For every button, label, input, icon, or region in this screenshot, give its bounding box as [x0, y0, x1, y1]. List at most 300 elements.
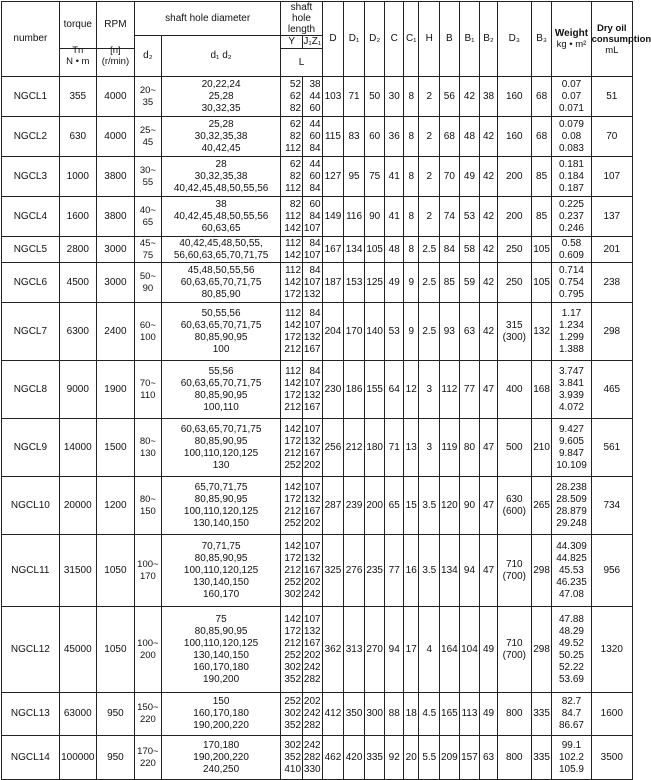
dim-C: 88 [385, 693, 404, 736]
model-number: NGCL11 [2, 535, 60, 607]
length-J1Z1 [303, 361, 323, 419]
rpm-value: 3800 [96, 157, 134, 197]
dim-B: 70 [440, 157, 460, 197]
header-D3: D₃ [497, 2, 531, 77]
dim-C1: 20 [404, 736, 419, 780]
length-Y-line: 82 [289, 102, 302, 114]
weight-values-line: 0.07 [561, 78, 582, 90]
dim-B3: 335 [531, 693, 552, 736]
d2-range-line: 200 [139, 649, 156, 661]
dim-D3-line: 200 [505, 170, 523, 182]
torque-value: 6300 [59, 303, 96, 361]
length-Y-line: 172 [284, 493, 302, 505]
length-Y-line: 82 [289, 170, 302, 182]
length-J1Z1-line: 132 [303, 331, 321, 343]
dim-C: 41 [385, 157, 404, 197]
header-Y: Y [281, 36, 303, 49]
d2-range-line: 45~ [139, 237, 156, 249]
d2-range-line: 20~ [139, 84, 156, 96]
dim-D2: 155 [364, 361, 385, 419]
dim-B2: 63 [480, 736, 498, 780]
dim-B: 93 [440, 303, 460, 361]
table-row [2, 157, 633, 197]
dim-B: 84 [440, 237, 460, 263]
length-J1Z1-line: 107 [303, 613, 321, 625]
header-shaft-hole-diameter: shaft hole diameter [134, 2, 280, 36]
rpm-value: 1500 [96, 419, 134, 477]
length-Y [281, 197, 303, 237]
length-Y-line: 252 [284, 696, 302, 707]
weight-values-line: 10.109 [556, 459, 587, 471]
dim-D3-line: 630 [505, 493, 523, 505]
header-L: L [281, 49, 322, 77]
torque-value: 20000 [59, 477, 96, 535]
length-J1Z1-line: 202 [303, 696, 321, 707]
dim-B3: 298 [531, 607, 552, 693]
oil-consumption: 298 [591, 303, 632, 361]
length-Y-line: 212 [284, 564, 302, 576]
header-rpm-unit-1: [n] [110, 44, 121, 56]
length-J1Z1-line: 132 [303, 493, 321, 505]
header-J1Z1: J₁Z₁ [303, 36, 322, 47]
dim-H: 2.5 [419, 237, 440, 263]
length-J1Z1-line: 84 [309, 210, 321, 222]
dim-B3: 68 [531, 77, 552, 117]
length-Y-line: 172 [284, 389, 302, 401]
torque-value: 45000 [59, 607, 96, 693]
d2-range [134, 361, 161, 419]
weight-values-line: 0.754 [558, 276, 584, 288]
dim-D3-line: 800 [505, 708, 523, 719]
weight-values [552, 361, 591, 419]
dim-H: 4.5 [419, 693, 440, 736]
d1d2-values-line: 80,85,90,95 [194, 625, 248, 637]
d2-range-line: 220 [139, 714, 156, 725]
weight-values [552, 535, 591, 607]
length-J1Z1 [303, 303, 323, 361]
oil-consumption: 70 [591, 117, 632, 157]
rpm-value: 4000 [96, 77, 134, 117]
header-torque [59, 2, 96, 49]
oil-consumption: 561 [591, 419, 632, 477]
weight-values [552, 303, 591, 361]
d1d2-values [161, 117, 281, 157]
dim-D2: 180 [364, 419, 385, 477]
d2-range-line: 35 [142, 96, 154, 108]
d1d2-values [161, 77, 281, 117]
d2-range [134, 237, 161, 263]
dim-C1: 8 [404, 117, 419, 157]
dim-D: 149 [322, 197, 344, 237]
weight-values-line: 84.7 [561, 708, 582, 719]
weight-values-line: 1.17 [561, 307, 582, 319]
dim-H: 2 [419, 197, 440, 237]
dim-C1: 9 [404, 263, 419, 303]
length-Y-line: 212 [284, 343, 302, 355]
d1d2-values-line: 40,42,45,48,50,55,56 [173, 210, 269, 222]
dim-D1: 83 [344, 117, 365, 157]
d1d2-values-line: 240,250 [203, 763, 240, 775]
length-Y-line: 410 [284, 763, 302, 775]
header-weight-label: Weight [554, 28, 589, 39]
length-J1Z1-line: 202 [303, 649, 321, 661]
d2-range-line: 80~ [139, 493, 156, 505]
d2-range [134, 263, 161, 303]
length-J1Z1-line: 84 [309, 142, 321, 154]
length-Y-line: 142 [284, 540, 302, 552]
length-J1Z1-line: 132 [303, 389, 321, 401]
dim-B: 68 [440, 117, 460, 157]
length-Y-line: 112 [285, 365, 302, 377]
dim-D2: 270 [364, 607, 385, 693]
dim-D3-line: 160 [505, 90, 523, 102]
d1d2-values-line: 80,85,90,95 [194, 331, 248, 343]
rpm-value: 3000 [96, 263, 134, 303]
dim-B2: 47 [480, 535, 498, 607]
length-Y-line: 212 [284, 401, 302, 413]
d1d2-values-line: 190,200 [203, 673, 240, 685]
dim-D1: 239 [344, 477, 365, 535]
dim-B3: 85 [531, 197, 552, 237]
d1d2-values-line: 100 [212, 343, 230, 355]
d2-range-line: 80~ [139, 435, 156, 447]
header-C1: C₁ [404, 2, 419, 77]
dim-B1: 80 [459, 419, 480, 477]
weight-values-line: 0.079 [558, 118, 584, 130]
dim-D1: 420 [344, 736, 365, 780]
d1d2-values-line: 25,28 [208, 118, 234, 130]
weight-values [552, 157, 591, 197]
dim-D2: 125 [364, 263, 385, 303]
length-J1Z1-line: 107 [303, 481, 321, 493]
dim-D: 256 [322, 419, 344, 477]
d1d2-values [161, 237, 281, 263]
weight-values-line: 3.747 [558, 365, 584, 377]
weight-values-line: 44.309 [556, 540, 587, 552]
dim-C: 94 [385, 607, 404, 693]
length-J1Z1-line: 44 [309, 90, 321, 102]
dim-D3-line: 250 [505, 243, 523, 255]
header-C: C [385, 2, 404, 77]
header-weight-unit: kg • m² [556, 39, 587, 50]
dim-D3 [497, 263, 531, 303]
coupling-spec-table [1, 1, 651, 780]
weight-values-line: 53.69 [558, 673, 584, 685]
dim-D: 362 [322, 607, 344, 693]
dim-H: 3 [419, 361, 440, 419]
oil-consumption: 238 [591, 263, 632, 303]
dim-D3-line: (300) [502, 331, 526, 343]
length-Y-line: 352 [284, 751, 302, 763]
d1d2-values-line: 60,63,65,70,71,75 [180, 276, 262, 288]
length-J1Z1 [303, 263, 323, 303]
dim-C1: 8 [404, 197, 419, 237]
table-row [2, 693, 633, 736]
weight-values-line: 0.184 [558, 170, 584, 182]
length-J1Z1-line: 44 [309, 158, 321, 170]
weight-values-line: 3.939 [558, 389, 584, 401]
length-J1Z1-line: 167 [303, 343, 321, 355]
oil-consumption: 465 [591, 361, 632, 419]
length-Y-line: 172 [284, 625, 302, 637]
dim-B1: 77 [459, 361, 480, 419]
dim-D: 187 [322, 263, 344, 303]
dim-B1: 49 [459, 157, 480, 197]
d2-range-line: 65 [142, 216, 154, 228]
d1d2-values-line: 100,110,120,125 [183, 564, 259, 576]
rpm-value: 1050 [96, 535, 134, 607]
d2-range-line: 70~ [139, 377, 156, 389]
length-Y-line: 112 [285, 264, 302, 276]
torque-value: 9000 [59, 361, 96, 419]
length-Y-line: 252 [284, 517, 302, 529]
length-J1Z1-line: 167 [303, 401, 321, 413]
weight-values-line: 1.388 [558, 343, 584, 355]
dim-B: 112 [440, 361, 460, 419]
oil-consumption: 1600 [591, 693, 632, 736]
dim-D3-line: (600) [502, 505, 526, 517]
length-Y-line: 142 [284, 222, 302, 234]
d1d2-values-line: 190,200,220 [193, 720, 249, 731]
length-J1Z1-line: 282 [303, 751, 321, 763]
d2-range [134, 477, 161, 535]
header-number: number [2, 2, 60, 77]
header-torque-unit [59, 44, 96, 77]
dim-D2: 75 [364, 157, 385, 197]
weight-values-line: 44.825 [556, 552, 587, 564]
oil-consumption: 956 [591, 535, 632, 607]
dim-D3-line: 400 [505, 383, 523, 395]
dim-D1: 71 [344, 77, 365, 117]
model-number: NGCL8 [2, 361, 60, 419]
dim-B: 134 [440, 535, 460, 607]
d1d2-values-line: 150 [212, 696, 230, 707]
dim-H: 3.5 [419, 535, 440, 607]
dim-D3-line: 315 [505, 319, 523, 331]
length-Y [281, 263, 303, 303]
weight-values-line: 28.509 [556, 493, 587, 505]
header-torque-unit-2: N • m [66, 55, 90, 67]
d1d2-values-line: 40,42,45 [201, 142, 241, 154]
dim-D3-line: 250 [505, 276, 523, 288]
header-weight [552, 2, 591, 77]
length-J1Z1-line: 202 [303, 517, 321, 529]
model-number: NGCL12 [2, 607, 60, 693]
d1d2-values-line: 30,32,35,38 [194, 130, 248, 142]
d1d2-values-line: 80,85,90,95 [194, 493, 248, 505]
d1d2-values-line: 160,170,180 [193, 708, 249, 719]
d1d2-values-line: 30,32,35,38 [194, 170, 248, 182]
length-J1Z1 [303, 736, 323, 780]
d1d2-values-line: 130,140,150 [193, 576, 249, 588]
dim-C1: 12 [404, 361, 419, 419]
length-J1Z1-line: 132 [303, 552, 321, 564]
d1d2-values-line: 170,180 [203, 739, 240, 751]
oil-consumption: 734 [591, 477, 632, 535]
weight-values-line: 0.609 [558, 249, 584, 261]
dim-B2: 42 [480, 197, 498, 237]
length-Y [281, 419, 303, 477]
length-J1Z1-line: 84 [309, 264, 321, 276]
d1d2-values [161, 263, 281, 303]
dim-H: 2 [419, 117, 440, 157]
d2-range-line: 130 [139, 447, 156, 459]
d1d2-values-line: 20,22,24 [201, 78, 241, 90]
length-J1Z1-line: 84 [309, 307, 321, 319]
dim-B3: 298 [531, 535, 552, 607]
length-Y-line: 302 [284, 708, 302, 719]
dim-D3-line: 160 [505, 130, 523, 142]
header-dry-oil-unit: mL [605, 44, 619, 56]
length-J1Z1 [303, 535, 323, 607]
d1d2-values-line: 60,63,65 [201, 222, 241, 234]
dim-B: 85 [440, 263, 460, 303]
d2-range-line: 100 [139, 331, 156, 343]
table-row [2, 77, 633, 117]
weight-values-line: 0.714 [558, 264, 584, 276]
length-J1Z1-line: 330 [303, 763, 321, 775]
d2-range [134, 157, 161, 197]
weight-values [552, 607, 591, 693]
d2-range [134, 693, 161, 736]
dim-C1: 8 [404, 157, 419, 197]
dim-C: 77 [385, 535, 404, 607]
weight-values-line: 0.187 [558, 182, 584, 194]
d1d2-values-line: 100,110 [203, 401, 239, 413]
table-row [2, 607, 633, 693]
d2-range-line: 30~ [139, 164, 156, 176]
table-row [2, 736, 633, 780]
d1d2-values [161, 419, 281, 477]
length-J1Z1-line: 84 [309, 182, 321, 194]
dim-B1: 58 [459, 237, 480, 263]
dim-B3: 132 [531, 303, 552, 361]
weight-values-line: 0.795 [558, 288, 584, 300]
d1d2-values [161, 303, 281, 361]
table-row [2, 197, 633, 237]
d1d2-values [161, 535, 281, 607]
length-J1Z1-line: 282 [303, 673, 321, 685]
length-Y [281, 77, 303, 117]
dim-B2: 42 [480, 263, 498, 303]
header-dry-oil-label: Dry oil consumption [591, 22, 651, 45]
weight-values-line: 47.88 [558, 613, 584, 625]
d2-range [134, 197, 161, 237]
length-Y-line: 142 [284, 423, 302, 435]
dim-C: 92 [385, 736, 404, 780]
model-number: NGCL2 [2, 117, 60, 157]
dim-C: 36 [385, 117, 404, 157]
length-Y-line: 212 [284, 447, 302, 459]
weight-values-line: 1.234 [558, 319, 584, 331]
dim-B2: 42 [480, 303, 498, 361]
dim-D3-line: 710 [505, 558, 523, 570]
header-rpm-unit [96, 44, 134, 77]
d1d2-values-line: 60,63,65,70,71,75 [180, 319, 262, 331]
weight-values [552, 237, 591, 263]
d1d2-values [161, 197, 281, 237]
length-Y-line: 212 [284, 505, 302, 517]
dim-B2: 42 [480, 157, 498, 197]
dim-D3 [497, 693, 531, 736]
dim-B1: 157 [459, 736, 480, 780]
dim-B3: 85 [531, 157, 552, 197]
weight-values-line: 82.7 [561, 696, 582, 707]
d2-range [134, 736, 161, 780]
length-J1Z1-line: 202 [303, 459, 321, 471]
weight-values-line: 0.071 [558, 102, 584, 114]
length-J1Z1-line: 44 [309, 118, 321, 130]
dim-D: 115 [322, 117, 344, 157]
length-Y-line: 352 [284, 673, 302, 685]
torque-value: 1600 [59, 197, 96, 237]
length-Y [281, 607, 303, 693]
dim-B1: 59 [459, 263, 480, 303]
dim-B3: 265 [531, 477, 552, 535]
d2-range-line: 40~ [139, 204, 156, 216]
dim-B: 74 [440, 197, 460, 237]
d1d2-values [161, 361, 281, 419]
header-B2: B₂ [480, 2, 498, 77]
dim-C1: 8 [404, 77, 419, 117]
rpm-value: 1900 [96, 361, 134, 419]
dim-B3: 105 [531, 263, 552, 303]
weight-values-line: 52.22 [558, 661, 584, 673]
length-J1Z1-line: 242 [303, 739, 321, 751]
dim-D: 325 [322, 535, 344, 607]
dim-H: 3 [419, 419, 440, 477]
dim-B1: 63 [459, 303, 480, 361]
dim-D: 287 [322, 477, 344, 535]
dim-B1: 94 [459, 535, 480, 607]
dim-B3: 168 [531, 361, 552, 419]
length-J1Z1-line: 107 [303, 540, 321, 552]
d2-range-line: 100~ [137, 558, 159, 570]
weight-values-line: 9.605 [558, 435, 584, 447]
rpm-value: 950 [96, 736, 134, 780]
rpm-value: 3000 [96, 237, 134, 263]
dim-D1: 170 [344, 303, 365, 361]
table-row [2, 303, 633, 361]
dim-D1: 95 [344, 157, 365, 197]
d1d2-values-line: 56,60,63,65,70,71,75 [173, 249, 269, 261]
dim-D3-line: 500 [505, 441, 523, 453]
dim-D3 [497, 736, 531, 780]
dim-H: 4 [419, 607, 440, 693]
dim-D1: 276 [344, 535, 365, 607]
dim-B2: 47 [480, 361, 498, 419]
dim-C1: 16 [404, 535, 419, 607]
table-row [2, 237, 633, 263]
oil-consumption: 201 [591, 237, 632, 263]
weight-values-line: 0.181 [558, 158, 584, 170]
oil-consumption: 3500 [591, 736, 632, 780]
d2-range-line: 110 [140, 389, 156, 401]
dim-B1: 53 [459, 197, 480, 237]
d2-range-line: 170~ [137, 745, 159, 757]
dim-B1: 42 [459, 77, 480, 117]
length-Y-line: 52 [289, 78, 302, 90]
dim-B: 209 [440, 736, 460, 780]
dim-D3-line: 800 [505, 751, 523, 763]
torque-value: 630 [59, 117, 96, 157]
dim-C: 65 [385, 477, 404, 535]
model-number: NGCL3 [2, 157, 60, 197]
length-J1Z1-line: 107 [303, 249, 321, 261]
dim-D1: 350 [344, 693, 365, 736]
weight-values-line: 29.248 [556, 517, 587, 529]
length-J1Z1-line: 282 [303, 720, 321, 731]
